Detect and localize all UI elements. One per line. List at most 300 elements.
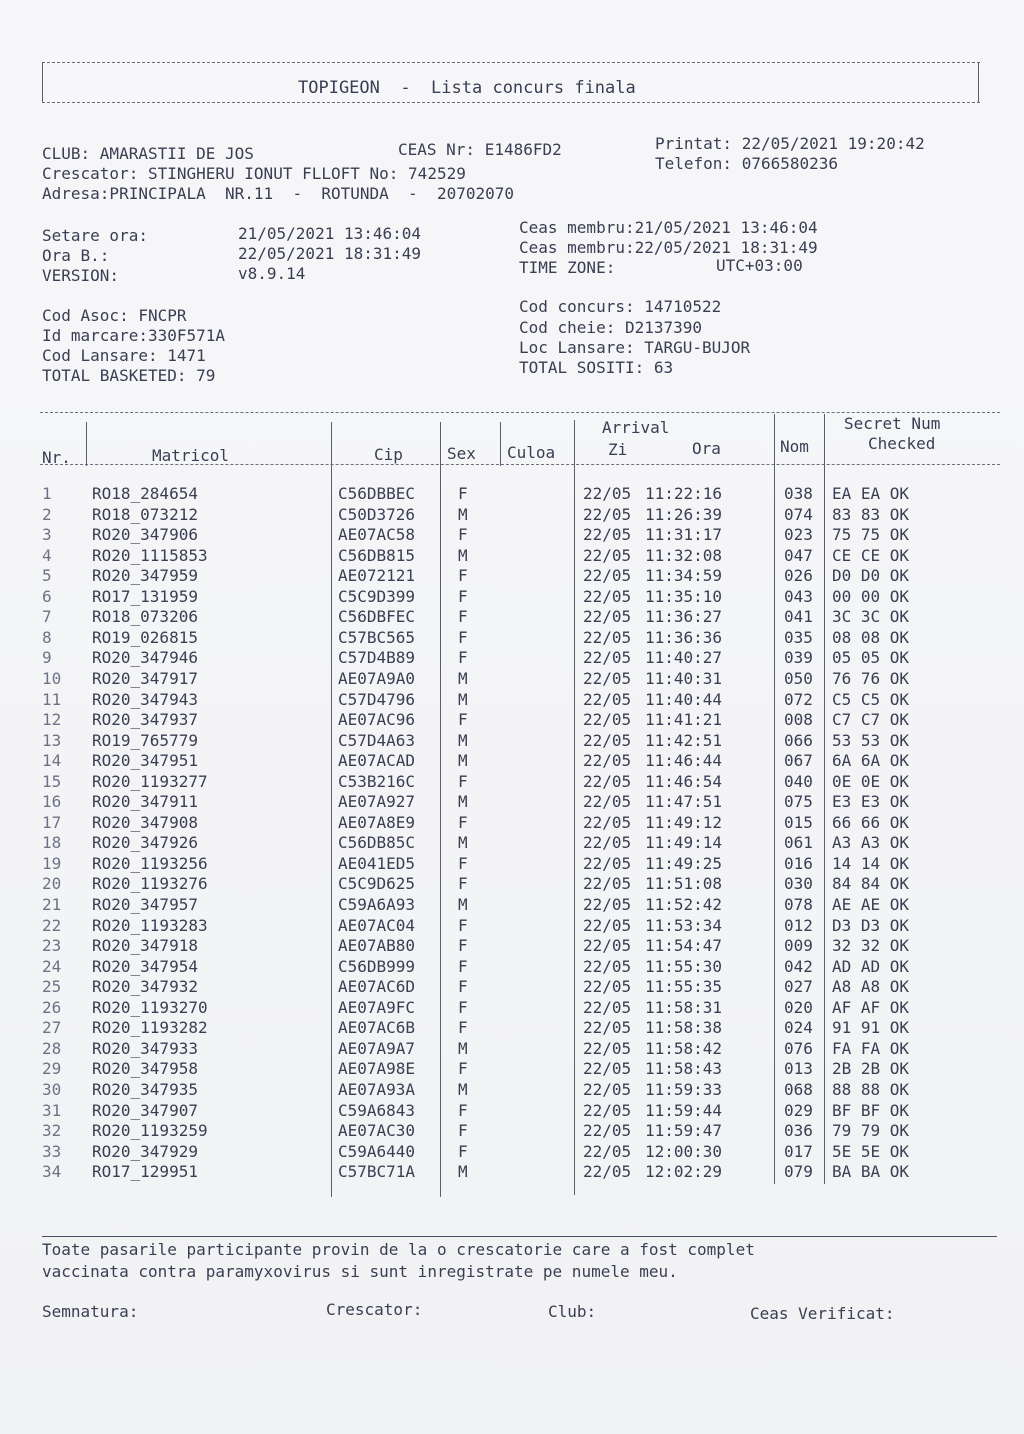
ring-number: RO19_026815 xyxy=(92,627,198,647)
ring-number: RO20_1193282 xyxy=(92,1018,208,1038)
nom-value: 027 xyxy=(784,977,813,997)
row-number: 27 xyxy=(42,1018,62,1038)
association-code: Cod Asoc: FNCPR xyxy=(42,306,187,325)
nom-value: 076 xyxy=(784,1038,813,1058)
arrival-day: 22/05 xyxy=(583,586,632,606)
arrival-day: 22/05 xyxy=(583,1079,632,1099)
arrival-day: 22/05 xyxy=(583,525,632,545)
nom-value: 008 xyxy=(784,710,813,730)
table-row xyxy=(40,1080,1000,1101)
ring-number: RO19_765779 xyxy=(92,730,198,750)
col-header-sex: Sex xyxy=(447,444,476,463)
row-number: 11 xyxy=(42,689,62,709)
sex-value: F xyxy=(458,915,468,935)
breeder-address: Adresa:PRINCIPALA NR.11 - ROTUNDA - 20702070 xyxy=(42,184,515,203)
col-header-nr: Nr. xyxy=(42,448,71,467)
row-number: 23 xyxy=(42,936,62,956)
table-row xyxy=(40,525,1000,546)
report-title: TOPIGEON - Lista concurs finala xyxy=(298,78,636,98)
ring-number: RO17_129951 xyxy=(92,1162,198,1182)
nom-value: 067 xyxy=(784,751,813,771)
table-row xyxy=(40,1101,1000,1122)
ring-number: RO20_347932 xyxy=(92,977,198,997)
arrival-time: 11:58:42 xyxy=(645,1038,723,1058)
printed-timestamp: Printat: 22/05/2021 19:20:42 xyxy=(655,134,925,153)
version-label: VERSION: xyxy=(42,266,120,285)
nom-value: 012 xyxy=(784,915,813,935)
nom-value: 050 xyxy=(784,668,813,688)
arrival-time: 11:59:47 xyxy=(645,1121,723,1141)
table-row xyxy=(40,833,1000,854)
chip-id: AE07A927 xyxy=(338,792,416,812)
nom-value: 072 xyxy=(784,689,813,709)
arrival-time: 11:47:51 xyxy=(645,792,723,812)
nom-value: 079 xyxy=(784,1162,813,1182)
table-row xyxy=(40,628,1000,649)
chip-id: AE041ED5 xyxy=(338,853,416,873)
arrival-time: 11:34:59 xyxy=(645,566,723,586)
header-top-rule xyxy=(40,412,1000,413)
ring-number: RO20_347958 xyxy=(92,1059,198,1079)
secret-check: BA BA OK xyxy=(832,1162,910,1182)
header-left-border xyxy=(42,62,43,102)
secret-check: 0E 0E OK xyxy=(832,771,910,791)
chip-id: C56DB815 xyxy=(338,545,416,565)
secret-check: 79 79 OK xyxy=(832,1121,910,1141)
release-code: Cod Lansare: 1471 xyxy=(42,346,206,365)
clock-verified-label: Ceas Verificat: xyxy=(750,1304,895,1323)
ora-b-value: 22/05/2021 18:31:49 xyxy=(238,244,422,263)
sex-value: F xyxy=(458,874,468,894)
secret-check: 88 88 OK xyxy=(832,1079,910,1099)
sex-value: F xyxy=(458,607,468,627)
chip-id: C57D4A63 xyxy=(338,730,416,750)
row-number: 32 xyxy=(42,1121,62,1141)
nom-value: 078 xyxy=(784,895,813,914)
secret-check: 3C 3C OK xyxy=(832,607,910,627)
sex-value: M xyxy=(458,1079,468,1099)
secret-check: EA EA OK xyxy=(832,484,910,503)
arrival-time: 11:46:44 xyxy=(645,751,723,771)
arrival-day: 22/05 xyxy=(583,1059,632,1079)
clock-number: CEAS Nr: E1486FD2 xyxy=(398,140,562,159)
secret-check: D3 D3 OK xyxy=(832,915,910,935)
sex-value: F xyxy=(458,936,468,956)
sex-value: F xyxy=(458,812,468,832)
arrival-time: 11:55:35 xyxy=(645,977,723,997)
arrival-day: 22/05 xyxy=(583,627,632,647)
signature-label: Semnatura: xyxy=(42,1302,139,1321)
sex-value: F xyxy=(458,977,468,997)
ora-b-label: Ora B.: xyxy=(42,246,110,265)
col-separator xyxy=(86,422,87,466)
arrival-day: 22/05 xyxy=(583,1162,632,1182)
row-number: 9 xyxy=(42,648,52,668)
setare-ora-value: 21/05/2021 13:46:04 xyxy=(238,224,422,243)
chip-id: AE07AC58 xyxy=(338,525,416,545)
table-row xyxy=(40,1018,1000,1039)
arrival-time: 11:32:08 xyxy=(645,545,723,565)
ring-number: RO20_347933 xyxy=(92,1038,198,1058)
table-row xyxy=(40,607,1000,628)
chip-id: AE07AC6D xyxy=(338,977,416,997)
secret-check: A3 A3 OK xyxy=(832,833,910,853)
chip-id: C50D3726 xyxy=(338,504,416,524)
chip-id: C56DBFEC xyxy=(338,607,416,627)
ring-number: RO20_347951 xyxy=(92,751,198,771)
table-row xyxy=(40,1162,1000,1183)
chip-id: C56DB999 xyxy=(338,956,416,976)
arrival-day: 22/05 xyxy=(583,895,632,914)
row-number: 10 xyxy=(42,668,62,688)
chip-id: C59A6440 xyxy=(338,1141,416,1161)
release-location: Loc Lansare: TARGU-BUJOR xyxy=(519,338,751,357)
nom-value: 035 xyxy=(784,627,813,647)
col-header-nom: Nom xyxy=(780,437,809,456)
col-header-secret-num: Secret Num xyxy=(844,414,941,433)
nom-value: 047 xyxy=(784,545,813,565)
sex-value: M xyxy=(458,1038,468,1058)
chip-id: C57D4B89 xyxy=(338,648,416,668)
chip-id: C56DBBEC xyxy=(338,484,416,503)
club-name: CLUB: AMARASTII DE JOS xyxy=(42,144,254,163)
nom-value: 020 xyxy=(784,997,813,1017)
ring-number: RO20_347957 xyxy=(92,895,198,914)
nom-value: 015 xyxy=(784,812,813,832)
col-header-culoa: Culoa xyxy=(507,443,556,462)
nom-value: 016 xyxy=(784,853,813,873)
vaccination-statement-line-2: vaccinata contra paramyxovirus si sunt inregistrate pe numele meu. xyxy=(42,1262,678,1281)
member-clock-2: Ceas membru:22/05/2021 18:31:49 xyxy=(519,238,818,257)
ring-number: RO20_347959 xyxy=(92,566,198,586)
chip-id: C5C9D625 xyxy=(338,874,416,894)
sex-value: F xyxy=(458,1141,468,1161)
secret-check: 2B 2B OK xyxy=(832,1059,910,1079)
header-top-border xyxy=(42,62,980,63)
row-number: 30 xyxy=(42,1079,62,1099)
row-number: 19 xyxy=(42,853,62,873)
ring-number: RO20_1115853 xyxy=(92,545,208,565)
table-row xyxy=(40,710,1000,731)
arrival-day: 22/05 xyxy=(583,751,632,771)
nom-value: 038 xyxy=(784,484,813,503)
arrival-time: 11:31:17 xyxy=(645,525,723,545)
nom-value: 039 xyxy=(784,648,813,668)
row-number: 3 xyxy=(42,525,52,545)
secret-check: 66 66 OK xyxy=(832,812,910,832)
sex-value: F xyxy=(458,525,468,545)
ring-number: RO20_347926 xyxy=(92,833,198,853)
arrival-time: 11:35:10 xyxy=(645,586,723,606)
arrival-time: 11:36:36 xyxy=(645,627,723,647)
vaccination-statement-line-1: Toate pasarile participante provin de la o crescatorie care a fost complet xyxy=(42,1240,755,1259)
ring-number: RO20_1193256 xyxy=(92,853,208,873)
arrival-time: 11:41:21 xyxy=(645,710,723,730)
row-number: 12 xyxy=(42,710,62,730)
arrival-time: 11:59:44 xyxy=(645,1100,723,1120)
time-zone-label: TIME ZONE: xyxy=(519,258,616,277)
total-basketed: TOTAL BASKETED: 79 xyxy=(42,366,216,385)
sex-value: F xyxy=(458,484,468,503)
arrival-day: 22/05 xyxy=(583,1121,632,1141)
arrival-day: 22/05 xyxy=(583,668,632,688)
row-number: 26 xyxy=(42,997,62,1017)
chip-id: AE07AC30 xyxy=(338,1121,416,1141)
table-header xyxy=(40,400,1000,480)
sex-value: M xyxy=(458,792,468,812)
version-value: v8.9.14 xyxy=(238,264,306,283)
arrival-day: 22/05 xyxy=(583,853,632,873)
row-number: 15 xyxy=(42,771,62,791)
nom-value: 030 xyxy=(784,874,813,894)
nom-value: 017 xyxy=(784,1141,813,1161)
sex-value: F xyxy=(458,853,468,873)
sex-value: M xyxy=(458,504,468,524)
sex-value: F xyxy=(458,956,468,976)
chip-id: AE07AC96 xyxy=(338,710,416,730)
col-header-checked: Checked xyxy=(868,434,936,453)
ring-number: RO18_073206 xyxy=(92,607,198,627)
row-number: 17 xyxy=(42,812,62,832)
secret-check: 84 84 OK xyxy=(832,874,910,894)
row-number: 22 xyxy=(42,915,62,935)
ring-number: RO20_347917 xyxy=(92,668,198,688)
arrival-time: 11:55:30 xyxy=(645,956,723,976)
table-row xyxy=(40,546,1000,567)
report-header-box xyxy=(42,62,980,104)
ring-number: RO20_1193270 xyxy=(92,997,208,1017)
arrival-time: 11:58:38 xyxy=(645,1018,723,1038)
sex-value: M xyxy=(458,730,468,750)
secret-check: E3 E3 OK xyxy=(832,792,910,812)
chip-id: C5C9D399 xyxy=(338,586,416,606)
arrival-time: 11:49:12 xyxy=(645,812,723,832)
arrival-day: 22/05 xyxy=(583,1141,632,1161)
row-number: 2 xyxy=(42,504,52,524)
arrival-day: 22/05 xyxy=(583,1100,632,1120)
secret-check: CE CE OK xyxy=(832,545,910,565)
ring-number: RO20_347946 xyxy=(92,648,198,668)
table-row xyxy=(40,505,1000,526)
arrival-day: 22/05 xyxy=(583,1038,632,1058)
sex-value: F xyxy=(458,1100,468,1120)
table-row xyxy=(40,792,1000,813)
row-number: 1 xyxy=(42,484,52,503)
nom-value: 026 xyxy=(784,566,813,586)
table-row xyxy=(40,484,1000,505)
table-row xyxy=(40,751,1000,772)
chip-id: AE07A9FC xyxy=(338,997,416,1017)
chip-id: AE07AC6B xyxy=(338,1018,416,1038)
secret-check: 53 53 OK xyxy=(832,730,910,750)
arrival-time: 11:59:33 xyxy=(645,1079,723,1099)
sex-value: M xyxy=(458,895,468,914)
table-row xyxy=(40,936,1000,957)
secret-check: 6A 6A OK xyxy=(832,751,910,771)
secret-check: A8 A8 OK xyxy=(832,977,910,997)
chip-id: AE07ACAD xyxy=(338,751,416,771)
chip-id: C59A6A93 xyxy=(338,895,416,914)
secret-check: 32 32 OK xyxy=(832,936,910,956)
col-header-arrival: Arrival xyxy=(602,418,670,437)
arrival-day: 22/05 xyxy=(583,545,632,565)
secret-check: 05 05 OK xyxy=(832,648,910,668)
secret-check: 83 83 OK xyxy=(832,504,910,524)
nom-value: 066 xyxy=(784,730,813,750)
arrival-day: 22/05 xyxy=(583,504,632,524)
sex-value: M xyxy=(458,833,468,853)
row-number: 28 xyxy=(42,1038,62,1058)
arrival-day: 22/05 xyxy=(583,874,632,894)
row-number: 18 xyxy=(42,833,62,853)
nom-value: 043 xyxy=(784,586,813,606)
nom-value: 036 xyxy=(784,1121,813,1141)
ring-number: RO20_347954 xyxy=(92,956,198,976)
nom-value: 075 xyxy=(784,792,813,812)
chip-id: AE07A9A7 xyxy=(338,1038,416,1058)
table-row xyxy=(40,957,1000,978)
ring-number: RO17_131959 xyxy=(92,586,198,606)
total-arrived: TOTAL SOSITI: 63 xyxy=(519,358,674,377)
secret-check: D0 D0 OK xyxy=(832,566,910,586)
arrival-time: 11:49:14 xyxy=(645,833,723,853)
secret-check: 00 00 OK xyxy=(832,586,910,606)
table-row xyxy=(40,977,1000,998)
col-header-matricol: Matricol xyxy=(152,446,230,465)
table-row xyxy=(40,813,1000,834)
ring-number: RO18_284654 xyxy=(92,484,198,503)
arrival-time: 11:42:51 xyxy=(645,730,723,750)
secret-check: 14 14 OK xyxy=(832,853,910,873)
breeder-name: Crescator: STINGHERU IONUT FLLOFT No: 742529 xyxy=(42,164,466,183)
arrival-day: 22/05 xyxy=(583,915,632,935)
nom-value: 009 xyxy=(784,936,813,956)
ring-number: RO20_347943 xyxy=(92,689,198,709)
ring-number: RO20_347906 xyxy=(92,525,198,545)
table-row xyxy=(40,998,1000,1019)
table-row xyxy=(40,648,1000,669)
arrival-time: 11:26:39 xyxy=(645,504,723,524)
nom-value: 061 xyxy=(784,833,813,853)
secret-check: 91 91 OK xyxy=(832,1018,910,1038)
row-number: 31 xyxy=(42,1100,62,1120)
arrival-day: 22/05 xyxy=(583,566,632,586)
col-header-ora: Ora xyxy=(692,439,721,458)
secret-check: 5E 5E OK xyxy=(832,1141,910,1161)
chip-id: C59A6843 xyxy=(338,1100,416,1120)
sex-value: F xyxy=(458,648,468,668)
col-header-zi: Zi xyxy=(608,440,628,459)
chip-id: AE07A98E xyxy=(338,1059,416,1079)
row-number: 20 xyxy=(42,874,62,894)
header-bottom-border xyxy=(42,102,980,103)
table-row xyxy=(40,690,1000,711)
ring-number: RO20_1193276 xyxy=(92,874,208,894)
nom-value: 024 xyxy=(784,1018,813,1038)
row-number: 14 xyxy=(42,751,62,771)
row-number: 6 xyxy=(42,586,52,606)
col-header-cip: Cip xyxy=(374,445,403,464)
nom-value: 013 xyxy=(784,1059,813,1079)
arrival-time: 11:46:54 xyxy=(645,771,723,791)
arrival-time: 11:53:34 xyxy=(645,915,723,935)
nom-value: 042 xyxy=(784,956,813,976)
table-row xyxy=(40,1039,1000,1060)
secret-check: 76 76 OK xyxy=(832,668,910,688)
sex-value: F xyxy=(458,1018,468,1038)
arrival-time: 11:52:42 xyxy=(645,895,723,914)
arrival-day: 22/05 xyxy=(583,812,632,832)
row-number: 24 xyxy=(42,956,62,976)
ring-number: RO20_347911 xyxy=(92,792,198,812)
table-row xyxy=(40,1059,1000,1080)
ring-number: RO20_1193259 xyxy=(92,1121,208,1141)
footer-rule xyxy=(42,1236,997,1237)
chip-id: AE07A9A0 xyxy=(338,668,416,688)
row-number: 13 xyxy=(42,730,62,750)
secret-check: BF BF OK xyxy=(832,1100,910,1120)
secret-check: AF AF OK xyxy=(832,997,910,1017)
table-row xyxy=(40,854,1000,875)
arrival-day: 22/05 xyxy=(583,607,632,627)
arrival-time: 11:22:16 xyxy=(645,484,723,503)
sex-value: M xyxy=(458,545,468,565)
club-label: Club: xyxy=(548,1302,597,1321)
time-zone-value: UTC+03:00 xyxy=(716,256,803,275)
arrival-time: 11:58:43 xyxy=(645,1059,723,1079)
secret-check: AE AE OK xyxy=(832,895,910,914)
ring-number: RO18_073212 xyxy=(92,504,198,524)
chip-id: AE072121 xyxy=(338,566,416,586)
table-row xyxy=(40,772,1000,793)
col-separator xyxy=(500,422,501,466)
chip-id: AE07A93A xyxy=(338,1079,416,1099)
ring-number: RO20_347907 xyxy=(92,1100,198,1120)
arrival-time: 11:49:25 xyxy=(645,853,723,873)
arrival-time: 12:02:29 xyxy=(645,1162,723,1182)
ring-number: RO20_1193277 xyxy=(92,771,208,791)
header-right-border xyxy=(978,62,979,102)
sex-value: M xyxy=(458,668,468,688)
secret-check: C5 C5 OK xyxy=(832,689,910,709)
nom-value: 029 xyxy=(784,1100,813,1120)
race-code: Cod concurs: 14710522 xyxy=(519,297,722,316)
secret-check: AD AD OK xyxy=(832,956,910,976)
chip-id: AE07A8E9 xyxy=(338,812,416,832)
arrival-time: 11:40:27 xyxy=(645,648,723,668)
arrival-day: 22/05 xyxy=(583,484,632,503)
chip-id: C57D4796 xyxy=(338,689,416,709)
arrival-day: 22/05 xyxy=(583,648,632,668)
arrival-day: 22/05 xyxy=(583,936,632,956)
arrival-time: 11:36:27 xyxy=(645,607,723,627)
arrival-time: 12:00:30 xyxy=(645,1141,723,1161)
setare-ora-label: Setare ora: xyxy=(42,226,148,245)
arrival-day: 22/05 xyxy=(583,997,632,1017)
arrival-day: 22/05 xyxy=(583,833,632,853)
arrival-day: 22/05 xyxy=(583,792,632,812)
ring-number: RO20_347908 xyxy=(92,812,198,832)
chip-id: AE07AB80 xyxy=(338,936,416,956)
arrival-day: 22/05 xyxy=(583,956,632,976)
sex-value: F xyxy=(458,586,468,606)
arrival-time: 11:40:31 xyxy=(645,668,723,688)
arrival-time: 11:58:31 xyxy=(645,997,723,1017)
table-row xyxy=(40,566,1000,587)
sex-value: M xyxy=(458,689,468,709)
nom-value: 068 xyxy=(784,1079,813,1099)
arrival-day: 22/05 xyxy=(583,977,632,997)
